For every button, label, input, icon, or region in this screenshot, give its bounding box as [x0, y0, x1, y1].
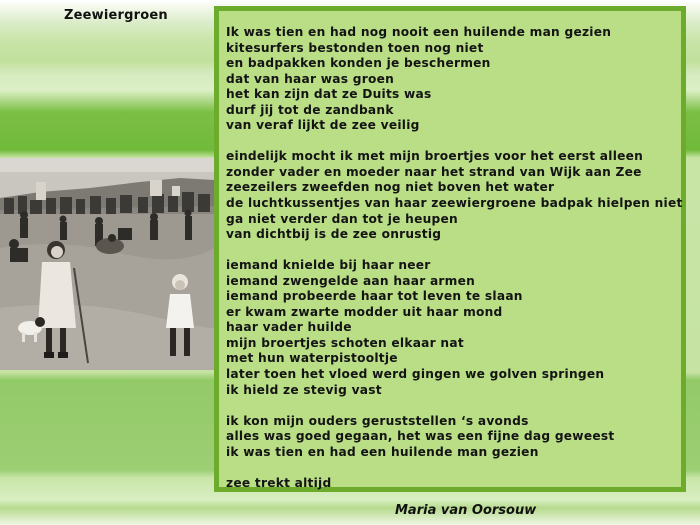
poem-line: kitesurfers bestonden toen nog niet: [226, 40, 484, 55]
poem-line: er kwam zwarte modder uit haar mond: [226, 304, 503, 319]
poem-line: zee trekt altijd: [226, 475, 332, 490]
poem-line: alles was goed gegaan, het was een fijne dag geweest: [226, 429, 615, 444]
poem-panel: [214, 6, 686, 492]
poem-line: durf jij tot de zandbank: [226, 102, 394, 117]
poem-line: van dichtbij is de zee onrustig: [226, 227, 442, 242]
stanza: [226, 476, 683, 492]
beach-photo: [0, 158, 214, 370]
poem-line: iemand probeerde haar tot leven te slaan: [226, 289, 523, 304]
author-name: Maria van Oorsouw: [395, 503, 537, 518]
poem-line: iemand knielde bij haar neer: [226, 258, 431, 273]
poem-line: later toen het vloed werd gingen we golven springen: [226, 367, 605, 382]
poem-title: Zeewiergroen: [64, 8, 168, 23]
poem-line: met hun waterpistooltje: [226, 351, 398, 366]
poem-line: het kan zijn dat ze Duits was: [226, 87, 432, 102]
stanza: [226, 414, 683, 461]
poem-line: ik was tien en had een huilende man gezien: [226, 444, 539, 459]
stanza: [226, 258, 683, 398]
stanza: [226, 25, 683, 134]
poem-line: ik kon mijn ouders geruststellen ‘s avonds: [226, 413, 529, 428]
poem-line: de luchtkussentjes van haar zeewiergroene badpak hielpen niet: [226, 196, 683, 211]
poem-line: eindelijk mocht ik met mijn broertjes voor het eerst alleen: [226, 149, 644, 164]
stanza: [226, 149, 683, 242]
poem-line: dat van haar was groen: [226, 71, 395, 86]
poem-line: ga niet verder dan tot je heupen: [226, 211, 458, 226]
poem-line: iemand zwengelde aan haar armen: [226, 273, 476, 288]
poem-line: en badpakken konden je beschermen: [226, 56, 491, 71]
poem-line: van veraf lijkt de zee veilig: [226, 118, 420, 133]
poem-line: haar vader huilde: [226, 320, 352, 335]
poem-line: zonder vader en moeder naar het strand van Wijk aan Zee: [226, 164, 642, 179]
poem-line: zeezeilers zweefden nog niet boven het water: [226, 180, 555, 195]
poem-line: ik hield ze stevig vast: [226, 382, 382, 397]
poem-text: [226, 25, 683, 491]
poem-line: Ik was tien en had nog nooit een huilende man gezien: [226, 25, 612, 39]
poem-line: mijn broertjes schoten elkaar nat: [226, 335, 464, 350]
